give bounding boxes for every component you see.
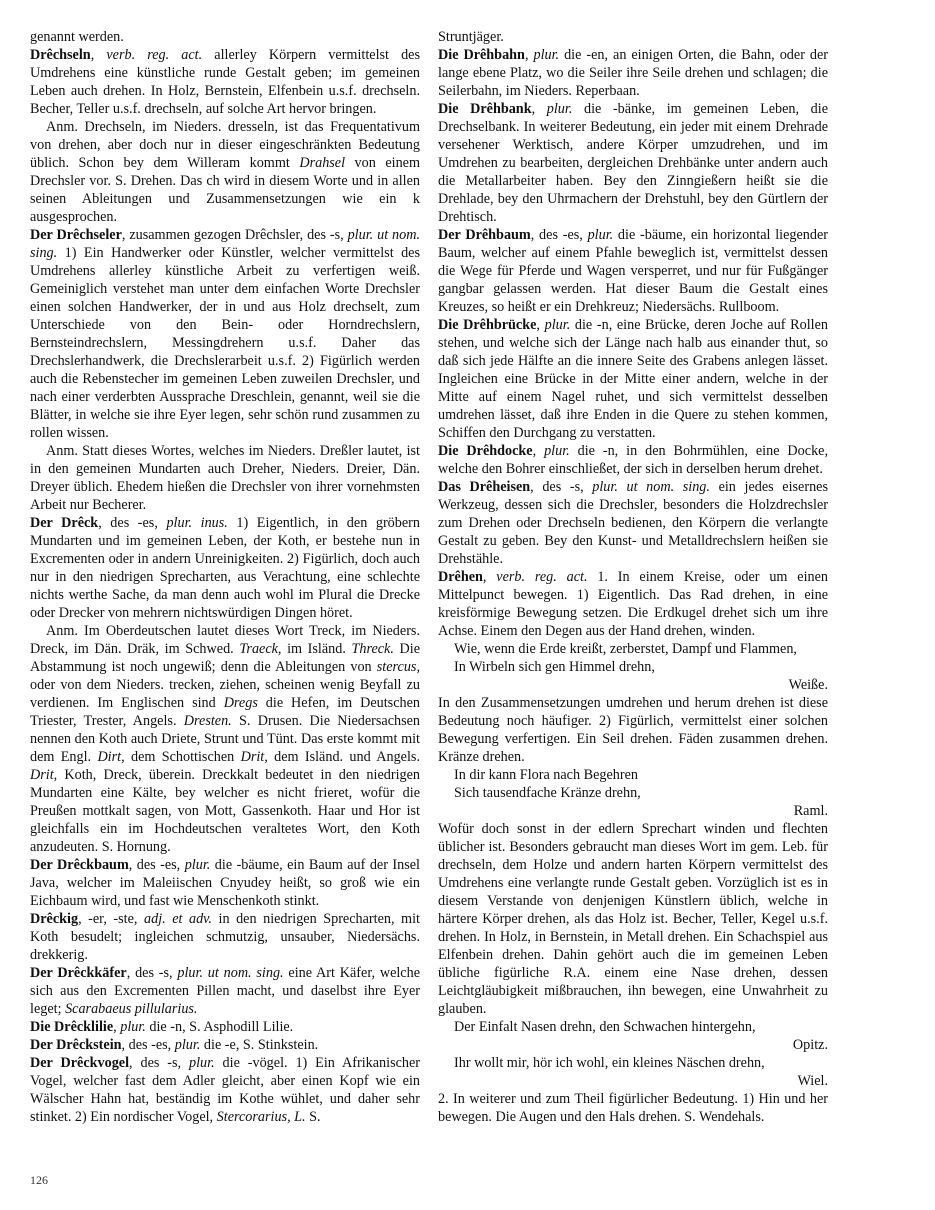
- annotation-text: dem Isländ. und Angels.: [267, 749, 420, 765]
- italic-term: Threck.: [351, 641, 394, 657]
- entry-inflection: , des -es,: [530, 227, 588, 243]
- entry-text: die -bäume, ein Baum auf der Insel Java, welcher im Maleiischen Cnyudey heißt, so groß wie ein Eichbaum wird, und fast wie Menschenkoth stinkt.: [30, 857, 420, 909]
- verse-line: In dir kann Flora nach Begehren: [454, 767, 638, 783]
- annotation: [30, 118, 420, 226]
- grammar-note: plur.: [587, 227, 614, 243]
- grammar-note: adj. et adv.: [144, 911, 212, 927]
- entry-inflection: , des -es,: [121, 1037, 175, 1053]
- entry-inflection: , zusammen gezogen Drêchsler, des -s,: [121, 227, 348, 243]
- entry-inflection: ,: [524, 47, 534, 63]
- grammar-note: plur.: [189, 1055, 215, 1071]
- italic-term: Drit,: [240, 749, 268, 765]
- entry-text: die -bäume, ein horizontal liegender Baum, welcher auf einem Pfahle beweglich ist, vermittelst dessen die Wege für Pferde und Wagen versperret, und nur für Fußgänger gangbar gelassen werden. Hat dieser Baum die Gestalt eines Kreuzes, so heißt er ein Drehkreuz; Niedersächs. Rullboom.: [438, 227, 828, 315]
- entry-inflection: , des -s,: [530, 479, 593, 495]
- italic-term: Drahsel: [299, 155, 346, 171]
- verse-attribution: Wiel.: [797, 1073, 828, 1089]
- entry-drehbruecke: [438, 316, 828, 442]
- verse-line: In Wirbeln sich gen Himmel drehn,: [454, 659, 655, 675]
- grammar-note: verb. reg. act.: [496, 569, 588, 585]
- headword: Die Drêcklilie: [30, 1019, 114, 1035]
- grammar-note: plur.: [544, 443, 570, 459]
- entry-drehen: [438, 568, 828, 640]
- verse-line: Sich tausendfache Kränze drehn,: [454, 785, 641, 801]
- entry-inflection: , des -es,: [98, 515, 167, 531]
- annotation-text: im Isländ.: [281, 641, 352, 657]
- entry-dreckvogel: [30, 1054, 420, 1126]
- headword: Die Drêhbahn: [438, 47, 525, 63]
- headword: Der Drêchseler: [30, 227, 122, 243]
- headword: Das Drêheisen: [438, 479, 531, 495]
- page-number: 126: [30, 1173, 48, 1187]
- grammar-note: plur.: [544, 317, 571, 333]
- entry-dreheisen: [438, 478, 828, 568]
- entry-text: allerley Körpern vermittelst des Umdrehens eine künstliche runde Gestalt geben; im gemeinen Leben auch drehen. In Holz, Bernstein, Elfenbein u.s.f. drechseln. Becher, Teller u.s.f. drechseln, auf solche Art hervor bringen.: [30, 47, 421, 117]
- entry-drehbaum: [438, 226, 828, 316]
- annotation-text: Die Abstammung ist noch ungewiß; denn die Ableitungen von: [30, 641, 420, 675]
- annotation-text: Anm. Drechseln, im Nieders. dresseln, ist das Frequentativum von drehen, aber doch nur in dieser eingeschränkten Bedeutung üblich. Schon bey dem Willeram kommt: [30, 119, 420, 171]
- annotation-text: Anm. Im Oberdeutschen lautet dieses Wort Treck, im Nieders. Dreck, im Dän. Dräk, im Schwed.: [30, 623, 420, 657]
- italic-term: stercus,: [376, 659, 420, 675]
- annotation-text: von einem Drechsler vor. S. Drehen. Das ch wird in diesem Worte und in allen seinen Ableitungen und Zusammensetzungen wie ein k ausgesprochen.: [30, 155, 420, 225]
- grammar-note: plur.: [174, 1037, 201, 1053]
- entry-text: eine Art Käfer, welche sich aus den Excrementen Pillen macht, und daselbst ihre Eyer leget;: [30, 965, 420, 1017]
- text-line: genannt werden.: [30, 29, 124, 45]
- entry-text: die -en, an einigen Orten, die Bahn, oder der lange ebene Platz, wo die Seiler ihre Seile drehen und schlagen; die Seilerbahn, im Nieders. Reperbaan.: [438, 47, 828, 99]
- italic-term: Dregs: [223, 695, 258, 711]
- italic-term: Dresten.: [183, 713, 232, 729]
- entry-dreck: [30, 514, 420, 622]
- grammar-note: plur.: [120, 1019, 146, 1035]
- headword: Der Drêckkäfer: [30, 965, 127, 981]
- verse-attribution: Raml.: [793, 803, 828, 819]
- grammar-note: plur. ut nom. sing.: [177, 965, 284, 981]
- headword: Der Drêckvogel: [30, 1055, 130, 1071]
- grammar-note: verb. reg. act.: [106, 47, 203, 63]
- annotation: Anm. Statt dieses Wortes, welches im Nieders. Dreßler lautet, ist in den gemeinen Mundarten auch Dreher, Nieders. Dreier, Dän. Dreyer üblich. Ehedem hießen die Drechsler von ihrer vornehmsten Arbeit nur Becherer.: [30, 443, 420, 513]
- right-column: [438, 28, 828, 1126]
- italic-term: Traeck,: [239, 641, 282, 657]
- headword: Der Drêhbaum: [438, 227, 531, 243]
- annotation-text: dem Schottischen: [124, 749, 241, 765]
- grammar-note: plur.: [184, 857, 211, 873]
- text-paragraph: Wofür doch sonst in der edlern Sprechart winden und flechten üblicher ist. Besonders gebraucht man dieses Wort im gem. Leb. für drechseln, dem Holze und andern harten Körpern vermittelst des Umdrehens eine verlangte runde Gestalt geben. Vorzüglich ist es in diesem Verstande von denjenigen Künstlern üblich, welche in härtere Körper drehen, als das Holz ist. Becher, Teller, Kegel u.s.f. drehen. In Holz, in Bernstein, in Metall drehen. Ein Schachspiel aus Elfenbein drehen. Dahin gehört auch die im gemeinen Leben übliche figürliche R.A. einem eine Nase drehen, dessen Leichtgläubigkeit mißbrauchen, ihn bewegen, eine Unwahrheit zu glauben.: [438, 821, 828, 1017]
- entry-drecklilie: [30, 1018, 420, 1036]
- left-column: [30, 28, 420, 1126]
- headword: Der Drêckstein: [30, 1037, 122, 1053]
- annotation-text: die Hefen, im Deutschen Triester, Trester, Angels.: [30, 695, 420, 729]
- headword: Drêckig: [30, 911, 79, 927]
- grammar-note: plur. ut nom. sing.: [592, 479, 710, 495]
- entry-text: S.: [305, 1109, 321, 1125]
- entry-dreckig: [30, 910, 420, 964]
- entry-dreckstein: [30, 1036, 420, 1054]
- annotation-text: S. Drusen. Die Niedersachsen nennen den Koth auch Driete, Strunt und Tünt. Das erste kommt mit dem Engl.: [30, 713, 420, 765]
- annotation: [30, 622, 420, 856]
- entry-text: die -n, in den Bohrmühlen, eine Docke, welche den Bohrer einschließet, der sich in derselben herum drehet.: [438, 443, 829, 477]
- entry-drehdocke: [438, 442, 828, 478]
- grammar-note: plur.: [546, 101, 573, 117]
- entry-text: die -n, S. Asphodill Lilie.: [145, 1019, 294, 1035]
- italic-term: Dirt,: [97, 749, 125, 765]
- text-paragraph: 2. In weiterer und zum Theil figürlicher Bedeutung. 1) Hin und her bewegen. Die Augen und den Hals drehen. S. Wendehals.: [438, 1091, 828, 1125]
- entry-inflection: , des -s,: [129, 1055, 190, 1071]
- entry-inflection: ,: [531, 101, 547, 117]
- entry-inflection: ,: [532, 443, 545, 459]
- entry-text: 1) Ein Handwerker oder Künstler, welcher vermittelst des Umdrehens allerley künstliche Arbeit zu verfertigen weiß. Gemeiniglich verstehet man unter dem einfachen Worte Drechsler einen solchen Handwerker, der in und aus Holz drechselt, zum Unterschiede von den Bein- oder Horndrechslern, Bernsteindrechslern, Messingdrehern u.s.f. Daher das Drechslerhandwerk, die Drechslerarbeit u.s.f. 2) Figürlich werden auch die Rebenstecher im gemeinen Leben zuweilen Drechsler, und nach einer verderbten Aussprache Dreschlein, genannt, weil sie die Blätter, in welche sie ihre Eyer legen, sehr schön rund zusammen zu rollen wissen.: [30, 245, 420, 441]
- entry-inflection: ,: [113, 1019, 121, 1035]
- italic-term: Drit,: [30, 767, 58, 783]
- verse-line: Ihr wollt mir, hör ich wohl, ein kleines Näschen drehn,: [454, 1055, 765, 1071]
- entry-drehbahn: [438, 46, 828, 100]
- headword: Die Drêhdocke: [438, 443, 533, 459]
- entry-text: die -bänke, im gemeinen Leben, die Drechselbank. In weiterer Bedeutung, ein jeder mit einem Drehrade versehener Werktisch, andere Körper umzudrehen, und im Umdrehen zu bearbeiten, dergleichen Drehbänke unter andern auch die Metallarbeiter haben. Bey den Zinngießern heißt sie die Drehlade, bey den Uhrmachern der Drehstuhl, bey den Gürtlern der Drehtisch.: [438, 101, 829, 225]
- entry-inflection: , -er, -ste,: [78, 911, 144, 927]
- verse-line: Der Einfalt Nasen drehn, den Schwachen hintergehn,: [454, 1019, 756, 1035]
- entry-dreckbaum: [30, 856, 420, 910]
- headword: Die Drêhbrücke: [438, 317, 537, 333]
- text-line: Struntjäger.: [438, 29, 504, 45]
- entry-inflection: , des -s,: [126, 965, 178, 981]
- entry-drechseler: [30, 226, 420, 442]
- annotation-text: oder von dem Nieders. trecken, ziehen, scheinen wenig Beyfall zu verdienen. Im Englischen sind: [30, 677, 420, 711]
- verse-line: Wie, wenn die Erde kreißt, zerberstet, Dampf und Flammen,: [454, 641, 797, 657]
- grammar-note: plur. inus.: [166, 515, 228, 531]
- entry-drehbank: [438, 100, 828, 226]
- headword: Der Drêck: [30, 515, 99, 531]
- grammar-note: plur.: [533, 47, 560, 63]
- entry-text: die -vögel. 1) Ein Afrikanischer Vogel, welcher fast dem Adler gleicht, aber einen Kopf wie ein Wälscher Hahn hat, beständig im Kothe wühlet, und daher sehr stinket. 2) Ein nordischer Vogel,: [30, 1055, 421, 1125]
- entry-text: 1) Eigentlich, in den gröbern Mundarten und im gemeinen Leben, der Koth, er bestehe nun in Excrementen oder in andern Unreinigkeiten. 2) Figürlich, doch auch nur in den niedrigen Sprecharten, aus Verachtung, eine schlechte nichts werthe Sache, da man denn auch wohl im Plural die Drecke oder Drecker von mehrern nichtswürdigen Dingen höret.: [30, 515, 420, 621]
- entry-inflection: ,: [482, 569, 497, 585]
- entry-text: die -e, S. Stinkstein.: [200, 1037, 319, 1053]
- headword: Drêhen: [438, 569, 483, 585]
- entry-drechseln: Drêchseln, verb. reg. act. allerley Körpern vermittelst des Umdrehens eine künstliche runde Gestalt geben; im gemeinen Leben auch drehen. In Holz, Bernstein, Elfenbein u.s.f. drechseln. Becher, Teller u.s.f. drechseln, auf solche Art hervor bringen.: [30, 47, 421, 117]
- grammar-note: plur. ut nom. sing.: [30, 227, 421, 261]
- entry-inflection: ,: [536, 317, 545, 333]
- headword: Die Drêhbank: [438, 101, 532, 117]
- headword: Der Drêckbaum: [30, 857, 129, 873]
- verse-attribution: Weiße.: [788, 677, 828, 693]
- entry-text: die -n, eine Brücke, deren Joche auf Rollen stehen, und welche sich der Länge nach halb aus einander thut, so daß sich jede Hälfte an die innere Seite des Grabens anlegen lässet. Ingleichen eine Brücke in der Mitte einer andern, welche in der Mitte auf einem Nagel ruhet, und sich vermittelst desselben umdrehen lässet, daß ihre Enden in die Quere zu stehen kommen, Schiffen den Durchgang zu verstatten.: [438, 317, 828, 441]
- entry-inflection: , des -es,: [128, 857, 185, 873]
- entry-text: ein jedes eisernes Werkzeug, dessen sich die Drechsler, besonders die Holzdrechsler zum Drehen oder Drechseln bedienen, den Körpern die verlangte Gestalt zu geben. Bey den Kunst- und Metalldrechslern heißen sie Drehstähle.: [438, 479, 828, 567]
- entry-text: in den niedrigen Sprecharten, mit Koth besudelt; ingleichen schmutzig, unsauber, Niedersächs. drekkerig.: [30, 911, 420, 963]
- entry-dreckkaefer: [30, 964, 420, 1018]
- headword: Drêchseln: [30, 47, 91, 63]
- italic-term: Scarabaeus pillularius.: [65, 1001, 198, 1017]
- verse-attribution: Opitz.: [792, 1037, 828, 1053]
- entry-text: 1. In einem Kreise, oder um einen Mittelpunct bewegen. 1) Eigentlich. Das Rad drehen, in eine kreisförmige Bewegung setzen. Die Erdkugel drehet sich um ihre Achse. Einem den Degen aus der Hand drehen, winden.: [438, 569, 829, 639]
- annotation-text: Koth, Dreck, überein. Dreckkalt bedeutet in den niedrigen Mundarten eine Kälte, bey welcher es nicht frieret, wofür die Preußen mottkalt sagen, von Mott, Gassenkoth. Haar und Hor ist gleichfalls ein im Hochdeutschen veraltetes Wort, den Koth anzudeuten. S. Hornung.: [30, 767, 420, 855]
- italic-term: Stercorarius, L.: [216, 1109, 306, 1125]
- text-paragraph: In den Zusammensetzungen umdrehen und herum drehen ist diese Bedeutung noch häufiger. 2) Figürlich, vermittelst einer solchen Bewegung verfertigen. Ein Seil drehen. Fäden zusammen drehen. Kränze drehen.: [438, 695, 828, 765]
